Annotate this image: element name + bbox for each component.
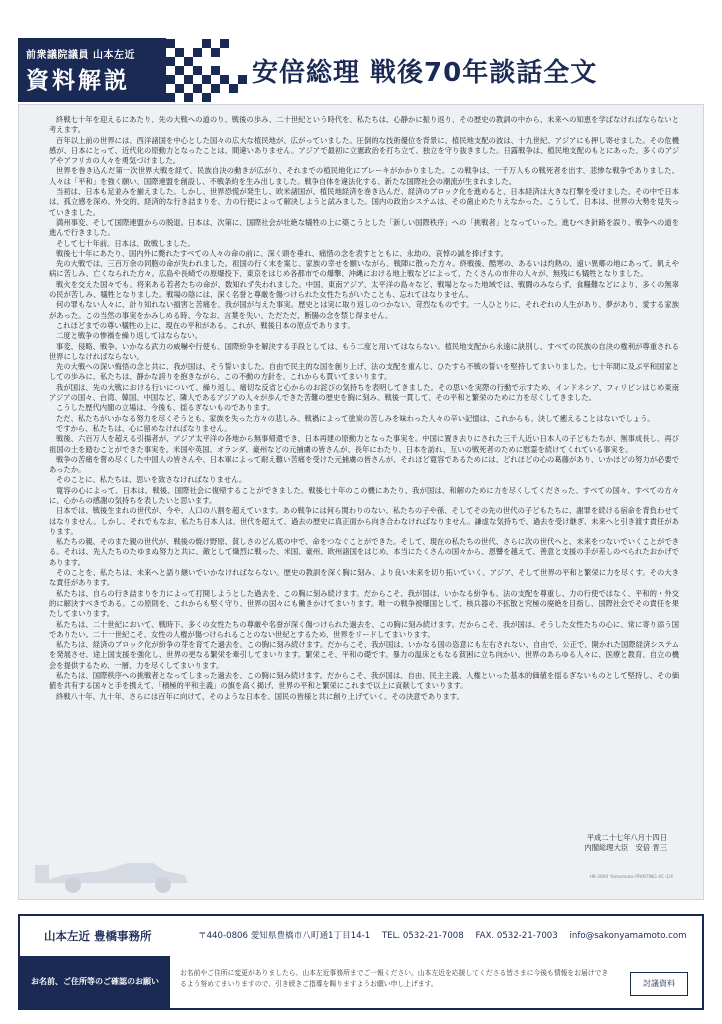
statement-paragraph: 戦後、六百万人を超える引揚者が、アジア太平洋の各地から無事帰還でき、日本再建の原動力となった事実を。中国に置き去りにされた三千人近い日本人の子どもたちが、無事成長し、再び祖国の土を踏むことができた事実を。米国や英国、オランダ、豪州などの元捕虜の皆さんが、長年にわたり、日本を訪れ、互いの戦死者のために慰霊を続けてくれている事実を。 [49, 434, 679, 454]
checker-flag-pattern [166, 38, 248, 102]
header-subtitle: 前衆議院議員 山本左近 [26, 50, 135, 61]
office-name: 山本左近 豊橋事務所 [44, 929, 152, 943]
office-address: 〒440-0806 愛知県豊橋市八町通1丁目14-1 [198, 931, 371, 941]
article-panel [18, 104, 704, 900]
statement-paragraph: 寛容の心によって、日本は、戦後、国際社会に復帰することができました。戦後七十年のこの機にあたり、我が国は、和解のために力を尽くしてくださった、すべての国々、すべての方々に、心からの感謝の気持ちを表したいと思います。 [49, 485, 679, 505]
header-label-box [18, 38, 166, 102]
office-tel: TEL. 0532-21-7008 [381, 931, 464, 941]
statement-paragraph: 戦争の苦痛を嘗め尽くした中国人の皆さんや、日本軍によって耐え難い苦痛を受けた元捕虜の皆さんが、それほど寛容であるためには、どれほどの心の葛藤があり、いかほどの努力が必要であったか。 [49, 454, 679, 475]
signature-block [584, 833, 667, 854]
notice-label: お名前、ご住所等のご確認のお願い [20, 956, 170, 1008]
statement-paragraph: 百年以上前の世界には、西洋諸国を中心とした国々の広大な植民地が、広がっていました。圧倒的な技術優位を背景に、植民地支配の波は、十九世紀、アジアにも押し寄せました。その危機感が、日本にとって、近代化の原動力となったことは、間違いありません。アジアで最初に立憲政治を打ち立て、独立を守り抜きました。日露戦争は、植民地支配のもとにあった、多くのアジアやアフリカの人々を勇気づけました。 [49, 135, 679, 166]
race-car-icon [33, 845, 193, 895]
statement-paragraph: 終戦八十年、九十年、さらには百年に向けて、そのような日本を、国民の皆様と共に創り上げていく。その決意であります。 [56, 691, 464, 701]
office-email[interactable]: info@sakonyamamoto.com [569, 931, 687, 941]
statement-paragraph: 事変、侵略、戦争。いかなる武力の威嚇や行使も、国際紛争を解決する手段としては、もう二度と用いてはならない。植民地支配から永遠に訣別し、すべての民族の自決の権利が尊重される世界にしなければならない。 [49, 341, 679, 361]
statement-paragraph: 先の大戦への深い悔悟の念と共に、我が国は、そう誓いました。自由で民主的な国を創り上げ、法の支配を重んじ、ひたすら不戦の誓いを堅持してまいりました。七十年間に及ぶ平和国家としての歩みに、私たちは、静かな誇りを抱きながら、この不動の方針を、これからも貫いてまいります。 [49, 362, 679, 382]
print-reference-code: HK-3000 Yamamoto-PRINTING 4C-1/4 [589, 875, 673, 880]
statement-paragraph: 私たちの親、そのまた親の世代が、戦後の焼け野原、貧しさのどん底の中で、命をつなぐことができた。そして、現在の私たちの世代、さらに次の世代へと、未来をつないでいくことができる。それは、先人たちのたゆまぬ努力と共に、敵として熾烈に戦った、米国、豪州、欧州諸国をはじめ、本当にたくさんの国々から、恩讐を越えて、善意と支援の手が差しのべられたおかげであります。 [49, 537, 679, 567]
office-fax: FAX. 0532-21-7003 [475, 931, 558, 941]
statement-paragraph: ただ、私たちがいかなる努力を尽くそうとも、家族を失った方々の悲しみ、戦禍によって塗炭の苦しみを味わった人々の辛い記憶は、これからも、決して癒えることはないでしょう。 [56, 413, 655, 423]
statement-paragraph: これほどまでの尊い犠牲の上に、現在の平和がある。これが、戦後日本の原点であります。 [56, 320, 355, 330]
notice-text: お名前やご住所に変更がありましたら、山本左近事務所までご一報ください。山本左近を応援してくださる皆さまに今後も情報をお届けできるよう努めてまいりますので、引き続きご指導を賜りますようお願い申し上げます。 [180, 969, 609, 988]
statement-paragraph: そのことに、私たちは、思いを致さなければなりません。 [56, 475, 247, 485]
statement-paragraph: 当初は、日本も足並みを揃えました。しかし、世界恐慌が発生し、欧米諸国が、植民地経済を巻き込んだ、経済のブロック化を進めると、日本経済は大きな打撃を受けました。その中で日本は、孤立感を深め、外交的、経済的な行き詰まりを、力の行使によって解決しようと試みました。国内の政治システムは、その歯止めたりえなかった。こうして、日本は、世界の大勢を見失っていきました。 [49, 187, 679, 217]
statement-paragraph: 私たちは、自らの行き詰まりを力によって打開しようとした過去を、この胸に刻み続けます。だからこそ、我が国は、いかなる紛争も、法の支配を尊重し、力の行使ではなく、平和的・外交的に解決すべきである。この原則を、これからも堅く守り、世界の国々にも働きかけてまいります。唯一の戦争被爆国として、核兵器の不拡散と究極の廃絶を目指し、国際社会でその責任を果たしてまいります。 [49, 588, 679, 619]
discussion-material-badge: 討議資料 [630, 972, 688, 996]
header-label: 資料解説 [26, 68, 130, 94]
footer [18, 914, 704, 1010]
statement-paragraph: 満州事変、そして国際連盟からの脱退。日本は、次第に、国際社会が壮絶な犠牲の上に築こうとした「新しい国際秩序」への「挑戦者」となっていった。進むべき針路を誤り、戦争への道を進んで行きました。 [49, 217, 679, 238]
statement-paragraph: 私たちは、二十世紀において、戦時下、多くの女性たちの尊厳や名誉が深く傷つけられた過去を、この胸に刻み続けます。だからこそ、我が国は、そうした女性たちの心に、常に寄り添う国でありたい。二十一世紀こそ、女性の人権が傷つけられることのない世紀とするため、世界をリードしてまいります。 [49, 619, 679, 639]
statement-paragraph: 何の罪もない人々に、計り知れない損害と苦痛を、我が国が与えた事実。歴史とは実に取り返しのつかない、苛烈なものです。一人ひとりに、それぞれの人生があり、夢があり、愛する家族があった。この当然の事実をかみしめる時、今なお、言葉を失い、ただただ、断腸の念を禁じ得ません。 [49, 300, 679, 320]
statement-paragraph: 先の大戦では、三百万余の同胞の命が失われました。祖国の行く末を案じ、家族の幸せを願いながら、戦陣に散った方々。終戦後、酷寒の、あるいは灼熱の、遠い異郷の地にあって、飢えや病に苦しみ、亡くなられた方々。広島や長崎での原爆投下、東京をはじめ各都市での爆撃、沖縄における地上戦などによって、たくさんの市井の人々が、無残にも犠牲となりました。 [49, 259, 679, 279]
statement-paragraph: 戦火を交えた国々でも、将来ある若者たちの命が、数知れず失われました。中国、東南アジア、太平洋の島々など、戦場となった地域では、戦闘のみならず、食糧難などにより、多くの無辜の民が苦しみ、犠牲となりました。戦場の陰には、深く名誉と尊厳を傷つけられた女性たちがいたことも、忘れてはなりません。 [49, 279, 679, 300]
statement-paragraph: 世界を巻き込んだ第一次世界大戦を経て、民族自決の動きが広がり、それまでの植民地化にブレーキがかかりました。この戦争は、一千万人もの戦死者を出す、悲惨な戦争でありました。人々は「平和」を強く願い、国際連盟を創設し、不戦条約を生み出しました。戦争自体を違法化する、新たな国際社会の潮流が生まれました。 [49, 166, 679, 186]
statement-paragraph: 我が国は、先の大戦における行いについて、繰り返し、痛切な反省と心からのお詫びの気持ちを表明してきました。その思いを実際の行動で示すため、インドネシア、フィリピンはじめ東南アジアの国々、台湾、韓国、中国など、隣人であるアジアの人々が歩んできた苦難の歴史を胸に刻み、戦後一貫して、その平和と繁栄のために力を尽くしてきました。 [49, 382, 679, 403]
statement-paragraph: 終戦七十年を迎えるにあたり、先の大戦への道のり、戦後の歩み、二十世紀という時代を、私たちは、心静かに振り返り、その歴史の教訓の中から、未来への知恵を学ばなければならないと考えます。 [49, 115, 679, 135]
statement-paragraph: 二度と戦争の惨禍を繰り返してはならない。 [56, 331, 202, 341]
statement-paragraph: ですから、私たちは、心に留めなければなりません。 [56, 423, 232, 433]
header [18, 38, 704, 102]
statement-paragraph: 日本では、戦後生まれの世代が、今や、人口の八割を超えています。あの戦争には何ら関わりのない、私たちの子や孫、そしてその先の世代の子どもたちに、謝罪を続ける宿命を背負わせてはなりません。しかし、それでもなお、私たち日本人は、世代を超えて、過去の歴史に真正面から向き合わなければなりません。謙虚な気持ちで、過去を受け継ぎ、未来へと引き渡す責任があります。 [49, 506, 679, 536]
contact-info [198, 916, 696, 956]
page-title: 安倍総理 戦後70年談話全文 [252, 58, 598, 88]
statement-paragraph: 私たちは、経済のブロック化が紛争の芽を育てた過去を、この胸に刻み続けます。だからこそ、我が国は、いかなる国の恣意にも左右されない、自由で、公正で、開かれた国際経済システムを発展させ、途上国支援を強化し、世界の更なる繁栄を牽引してまいります。繁栄こそ、平和の礎です。暴力の温床ともなる貧困に立ち向かい、世界のあらゆる人々に、医療と教育、自立の機会を提供するため、一層、力を尽くしてまいります。 [49, 640, 679, 670]
statement-paragraph: そして七十年前。日本は、敗戦しました。 [56, 238, 195, 248]
statement-signature: 内閣総理大臣 安倍 晋三 [584, 843, 667, 853]
statement-date: 平成二十七年八月十四日 [586, 833, 667, 842]
statement-paragraph: 戦後七十年にあたり、国内外に斃れたすべての人々の命の前に、深く頭を垂れ、痛惜の念を表すとともに、永劫の、哀悼の誠を捧げます。 [56, 248, 508, 258]
statement-paragraph: 私たちは、国際秩序への挑戦者となってしまった過去を、この胸に刻み続けます。だからこそ、我が国は、自由、民主主義、人権といった基本的価値を揺るぎないものとして堅持し、その価値を共有する国々と手を携えて、「積極的平和主義」の旗を高く掲げ、世界の平和と繁栄にこれまで以上に貢献してまいります。 [49, 671, 679, 691]
statement-paragraph: こうした歴代内閣の立場は、今後も、揺るぎないものであります。 [56, 403, 275, 413]
statement-body [49, 115, 679, 702]
statement-paragraph: そのことを、私たちは、未来へと語り継いでいかなければならない。歴史の教訓を深く胸に刻み、より良い未来を切り拓いていく、アジア、そして世界の平和と繁栄に力を尽くす。その大きな責任があります。 [49, 568, 679, 588]
